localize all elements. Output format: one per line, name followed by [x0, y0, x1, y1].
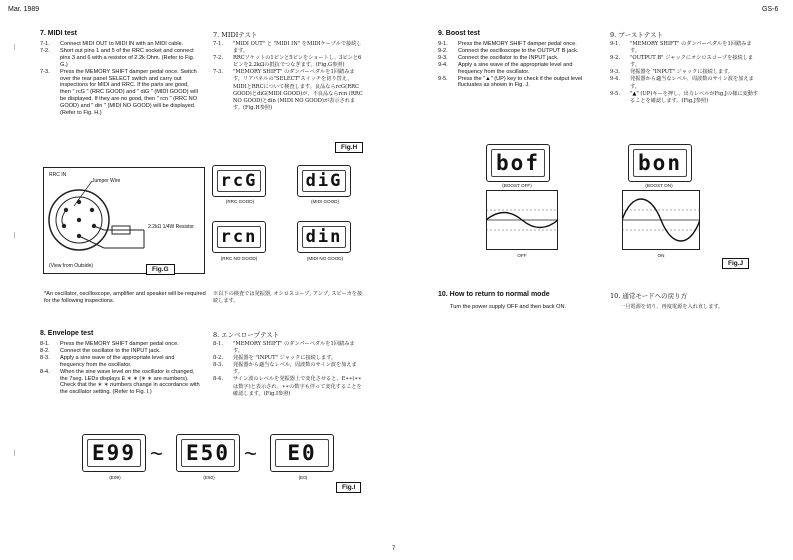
- midi-steps: [40, 41, 200, 117]
- resistor-label: 2.2kΩ 1/4W Resistor: [148, 224, 194, 230]
- margin-mark: [14, 44, 19, 50]
- step-item: [40, 341, 200, 348]
- step-text: 発振器を "INPUT" ジャックに接続します。: [630, 69, 734, 76]
- midi-title: 7. MIDI test: [40, 30, 77, 37]
- step-item: [438, 41, 598, 48]
- lcd-text: rcn: [217, 226, 261, 248]
- midi-jp-title: 7. MIDIテスト: [213, 31, 258, 39]
- tilde: ~: [150, 441, 163, 466]
- step-text: サイン波のレベルを発振器上で変化させると、E∗∗(∗∗は数字)と表示され、∗∗の数字も伴って変化することを確認します。(Fig.I参照): [233, 376, 362, 397]
- tilde: ~: [244, 441, 257, 466]
- margin-mark: [14, 232, 19, 238]
- caption-boost-off: (BOOST OFF): [502, 183, 532, 188]
- fig-g-box: [43, 167, 205, 274]
- boost-steps: [438, 41, 598, 89]
- step-number: 9-1.: [438, 41, 448, 47]
- step-text: Apply a sine wave of the appropriate level and frequency from the oscillator.: [60, 354, 175, 368]
- step-text: "MEMORY SHIFT" のダンパーペダルを1回踏みます。: [630, 41, 752, 55]
- step-number: 9-3.: [438, 54, 448, 61]
- step-text: 発振器から適当なレベル、周波数のサイン波を加えます。: [630, 76, 754, 90]
- step-number: 7-3.: [40, 68, 50, 75]
- lcd-text: rcG: [217, 170, 261, 192]
- step-number: 9-4.: [438, 61, 448, 68]
- step-text: When the sine wave level on the oscillator is changed, the 7seg. LEDs displays E ∗ ∗ (∗ ∗ are numbers). Check that the ∗ ∗ numbers change in accordance with the oscillator setting. (Refer to Fig. I.): [60, 368, 200, 396]
- caption-e50: (E50): [203, 475, 215, 480]
- boost-jp-steps: [610, 41, 760, 105]
- lcd-rrc-no-good: [212, 221, 266, 253]
- boost-jp-title: 9. ブーストテスト: [610, 31, 663, 39]
- step-text: Press the "▲" (UP) key to check if the output level fluctuates as shown in Fig. J.: [458, 75, 583, 89]
- step-item: [40, 48, 200, 69]
- header-code: GS-6: [762, 6, 779, 13]
- caption-e99: (E99): [109, 475, 121, 480]
- step-text: Press the MEMORY SHIFT damper pedal once.: [458, 41, 577, 47]
- step-number: 9-5.: [610, 90, 621, 97]
- envelope-title: 8. Envelope test: [40, 330, 94, 337]
- envelope-jp-title: 8. エンベロープテスト: [213, 331, 280, 339]
- step-text: "MIDI OUT" と "MIDI IN" をMIDIケーブルで接続します。: [233, 41, 362, 55]
- step-item: [438, 76, 598, 90]
- step-item: [40, 369, 200, 397]
- jumper-wire: [62, 210, 66, 226]
- lcd-midi-no-good: [297, 221, 351, 253]
- step-number: 8-4.: [40, 368, 50, 375]
- step-text: Connect the oscillator to the INPUT jack.: [458, 54, 559, 61]
- view-label: (View from Outside): [49, 263, 94, 269]
- step-number: 8-2.: [40, 347, 50, 354]
- pin: [77, 200, 81, 204]
- step-number: 7-1.: [40, 41, 50, 47]
- step-number: 9-2.: [438, 47, 448, 54]
- caption-midi-good: (MIDI GOOD): [310, 199, 340, 204]
- normal-jp-title: 10. 通常モードへの戻り方: [610, 292, 688, 300]
- lcd-midi-good: [297, 165, 351, 197]
- step-item: [213, 376, 363, 397]
- lcd-text: diG: [302, 170, 346, 192]
- step-text: Connect MIDI OUT to MIDI IN with an MIDI cable.: [60, 41, 184, 47]
- step-text: Connect the oscillator to the INPUT jack.: [60, 347, 161, 354]
- step-text: "OUTPUT B" ジャックにオシロスコープを接続します。: [630, 55, 754, 69]
- scope-off: [486, 190, 558, 250]
- lcd-text: bof: [491, 149, 545, 177]
- step-text: Short out pins 1 and 5 of the RRC socket and connect pins 3 and 6 with a resistor of 2.2k Ohm. (Refer to Fig. G.): [60, 47, 195, 68]
- scope-off-label: OFF: [517, 253, 527, 258]
- step-item: [40, 69, 200, 117]
- step-number: 7-2.: [213, 55, 224, 62]
- step-text: Apply a sine wave of the appropriate level and frequency from the oscillator.: [458, 61, 573, 75]
- step-number: 9-3.: [610, 69, 621, 76]
- lcd-text: din: [302, 226, 346, 248]
- fig-g-tag: Fig.G: [146, 264, 175, 275]
- step-number: 7-2.: [40, 47, 50, 54]
- step-text: 発振器を "INPUT" ジャックに接続します。: [233, 355, 337, 362]
- step-item: [610, 55, 760, 69]
- rrc-in-label: RRC IN: [49, 172, 67, 178]
- step-text: 発振器から適当なレベル、周波数のサイン波を加えます。: [233, 362, 357, 376]
- lcd-e0: [270, 434, 334, 472]
- step-item: [610, 91, 760, 105]
- step-item: [438, 48, 598, 55]
- lcd-text: bon: [633, 149, 687, 177]
- step-number: 9-1.: [610, 41, 621, 47]
- boost-title: 9. Boost test: [438, 30, 481, 37]
- lcd-boost-off: [486, 144, 550, 182]
- caption-midi-no-good: (MIDI NO GOOD): [306, 256, 344, 261]
- lcd-text: E50: [181, 439, 235, 467]
- fig-j-tag: Fig.J: [722, 258, 749, 269]
- step-number: 8-1.: [40, 341, 50, 347]
- fig-h-tag: Fig.H: [335, 142, 363, 153]
- rrc-socket-diagram: [44, 168, 204, 273]
- lcd-boost-on: [628, 144, 692, 182]
- step-item: [40, 41, 200, 48]
- equipment-note-jp: ※以下の検査では発振器, オシロスコープ, アンプ, スピーカを接続します。: [213, 291, 363, 305]
- step-text: "▲" (UP)キーを押し、出力レベルがFig.Jの様に変動することを確認します。(Fig.J参照): [630, 90, 759, 104]
- caption-rrc-no-good: (RRC NO GOOD): [220, 256, 258, 261]
- caption-rrc-good: (RRC GOOD): [225, 199, 255, 204]
- pin: [77, 218, 81, 222]
- equipment-note: *An oscillator, oscilloscope, amplifier and speaker will be required for the following inspections.: [44, 291, 206, 304]
- step-item: [213, 341, 363, 355]
- step-item: [213, 41, 363, 55]
- step-number: 8-4.: [213, 376, 224, 383]
- step-number: 8-1.: [213, 341, 224, 347]
- normal-text: Turn the power supply OFF and then back ON.: [450, 304, 567, 310]
- step-number: 8-3.: [213, 362, 224, 369]
- step-number: 9-2.: [610, 55, 621, 62]
- normal-title: 10. How to return to normal mode: [438, 291, 550, 298]
- step-item: [40, 355, 200, 369]
- step-number: 7-1.: [213, 41, 224, 47]
- normal-jp-text: 一旦電源を切り、再度電源を入れ直します。: [620, 304, 724, 310]
- step-item: [610, 41, 760, 55]
- margin-mark: [14, 450, 19, 456]
- step-item: [438, 62, 598, 76]
- step-number: 9-5.: [438, 75, 448, 82]
- step-number: 8-3.: [40, 354, 50, 361]
- step-item: [40, 348, 200, 355]
- envelope-jp-steps: [213, 341, 363, 398]
- step-item: [213, 362, 363, 376]
- jumper-label: Jumper Wire: [92, 178, 121, 184]
- step-text: Connect the oscilloscope to the OUTPUT B jack.: [458, 47, 579, 54]
- lcd-text: E99: [87, 439, 141, 467]
- step-item: [213, 69, 363, 112]
- midi-jp-steps: [213, 41, 363, 112]
- resistor-lead: [79, 236, 144, 248]
- caption-e0: (E0): [298, 475, 308, 480]
- caption-boost-on: (BOOST ON): [645, 183, 673, 188]
- scope-on-label: ON: [657, 253, 665, 258]
- lcd-e50: [176, 434, 240, 472]
- step-item: [213, 55, 363, 69]
- step-number: 9-4.: [610, 76, 621, 83]
- lcd-text: E0: [275, 439, 329, 467]
- step-item: [438, 55, 598, 62]
- scope-on: [622, 190, 700, 250]
- step-text: "MEMORY SHIFT" のダンパーペダルを1回踏みます。: [233, 341, 355, 355]
- header-date: Mar. 1989: [8, 6, 40, 13]
- step-number: 8-2.: [213, 355, 224, 362]
- step-text: Press the MEMORY SHIFT damper pedal once.: [60, 341, 179, 347]
- step-text: "MEMORY SHIFT" のダンパーペダルを1回踏みます。リアパネルの"SELECT"スイッチを切り替え、MIDIとRRCについて検査します。良品ならrcG(RRC GOOD)とdiG(MIDI GOOD)が、不良品ならrcn (RRC NO GOOD)とdin (MIDI NO GOOD)が表示されます。(Fig.H参照): [233, 69, 363, 111]
- fig-i-tag: Fig.I: [336, 482, 361, 493]
- pin: [90, 208, 94, 212]
- step-item: [610, 76, 760, 90]
- envelope-steps: [40, 341, 200, 396]
- step-number: 7-3.: [213, 69, 224, 76]
- step-text: Press the MEMORY SHIFT damper pedal once. Switch over the rear panel SELECT switch and carry out inspections for MIDI and RRC. If the parts are good, then " rcG " (RRC GOOD) and " diG " (MIDI GOOD) will be displayed. If they are no good, then " rcn " (RRC NO GOOD) and " din " (MIDI NO GOOD) will be displayed. (Refer to Fig. H.): [60, 68, 198, 117]
- jumper-leader: [74, 181, 92, 206]
- page-number: 7: [392, 546, 396, 552]
- step-text: RRCソケットの1ピンと5ピンをショートし、3ピンと6ピンを2.2kΩの抵抗でつなぎます。(Fig.G参照): [233, 55, 362, 69]
- lcd-rrc-good: [212, 165, 266, 197]
- lcd-e99: [82, 434, 146, 472]
